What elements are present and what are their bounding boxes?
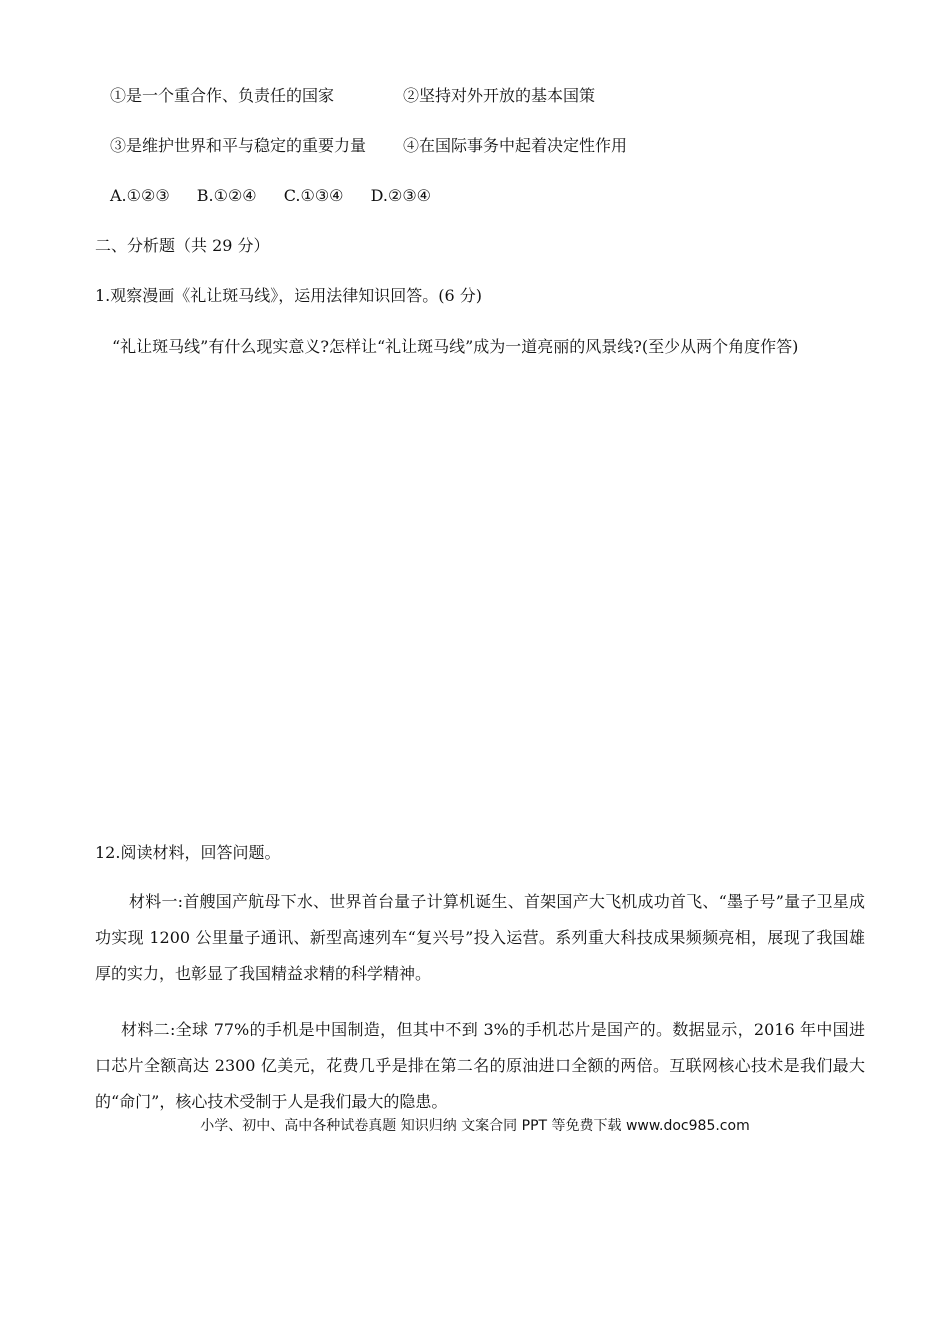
choice-a: A.①②③ <box>110 186 170 205</box>
question-12-title: 12.阅读材料，回答问题。 <box>95 843 281 862</box>
answer-choices <box>110 186 453 206</box>
section-heading: 二、分析题（共 29 分） <box>95 236 270 255</box>
option-2: ②坚持对外开放的基本国策 <box>403 86 596 105</box>
choice-b: B.①②④ <box>196 186 257 205</box>
option-4: ④在国际事务中起着决定性作用 <box>403 136 628 155</box>
question-1-title: 1.观察漫画《礼让斑马线》，运用法律知识回答。(6 分) <box>95 286 483 305</box>
choice-d: D.②③④ <box>370 186 431 205</box>
option-3: ③是维护世界和平与稳定的重要力量 <box>110 136 367 155</box>
material-2: 材料二:全球 77%的手机是中国制造，但其中不到 3%的手机芯片是国产的。数据显示，2016 年中国进口芯片全额高达 2300 亿美元，花费几乎是排在第二名的原油进口全额的两倍。互联网核心技术是我们最大的“命门”，核心技术受制于人是我们最大的隐患。 <box>95 1020 865 1111</box>
material-1: 材料一:首艘国产航母下水、世界首台量子计算机诞生、首架国产大飞机成功首飞、“墨子号”量子卫星成功实现 1200 公里量子通讯、新型高速列车“复兴号”投入运营。系列重大科技成果频频亮相，展现了我国雄厚的实力，也彰显了我国精益求精的科学精神。 <box>95 892 865 983</box>
page-footer: 小学、初中、高中各种试卷真题 知识归纳 文案合同 PPT 等免费下载 www.doc985.com <box>200 1118 750 1134</box>
choice-c: C.①③④ <box>283 186 344 205</box>
question-1-prompt: “礼让斑马线”有什么现实意义?怎样让“礼让斑马线”成为一道亮丽的风景线?(至少从两个角度作答) <box>112 337 799 356</box>
option-1: ①是一个重合作、负责任的国家 <box>110 86 335 105</box>
